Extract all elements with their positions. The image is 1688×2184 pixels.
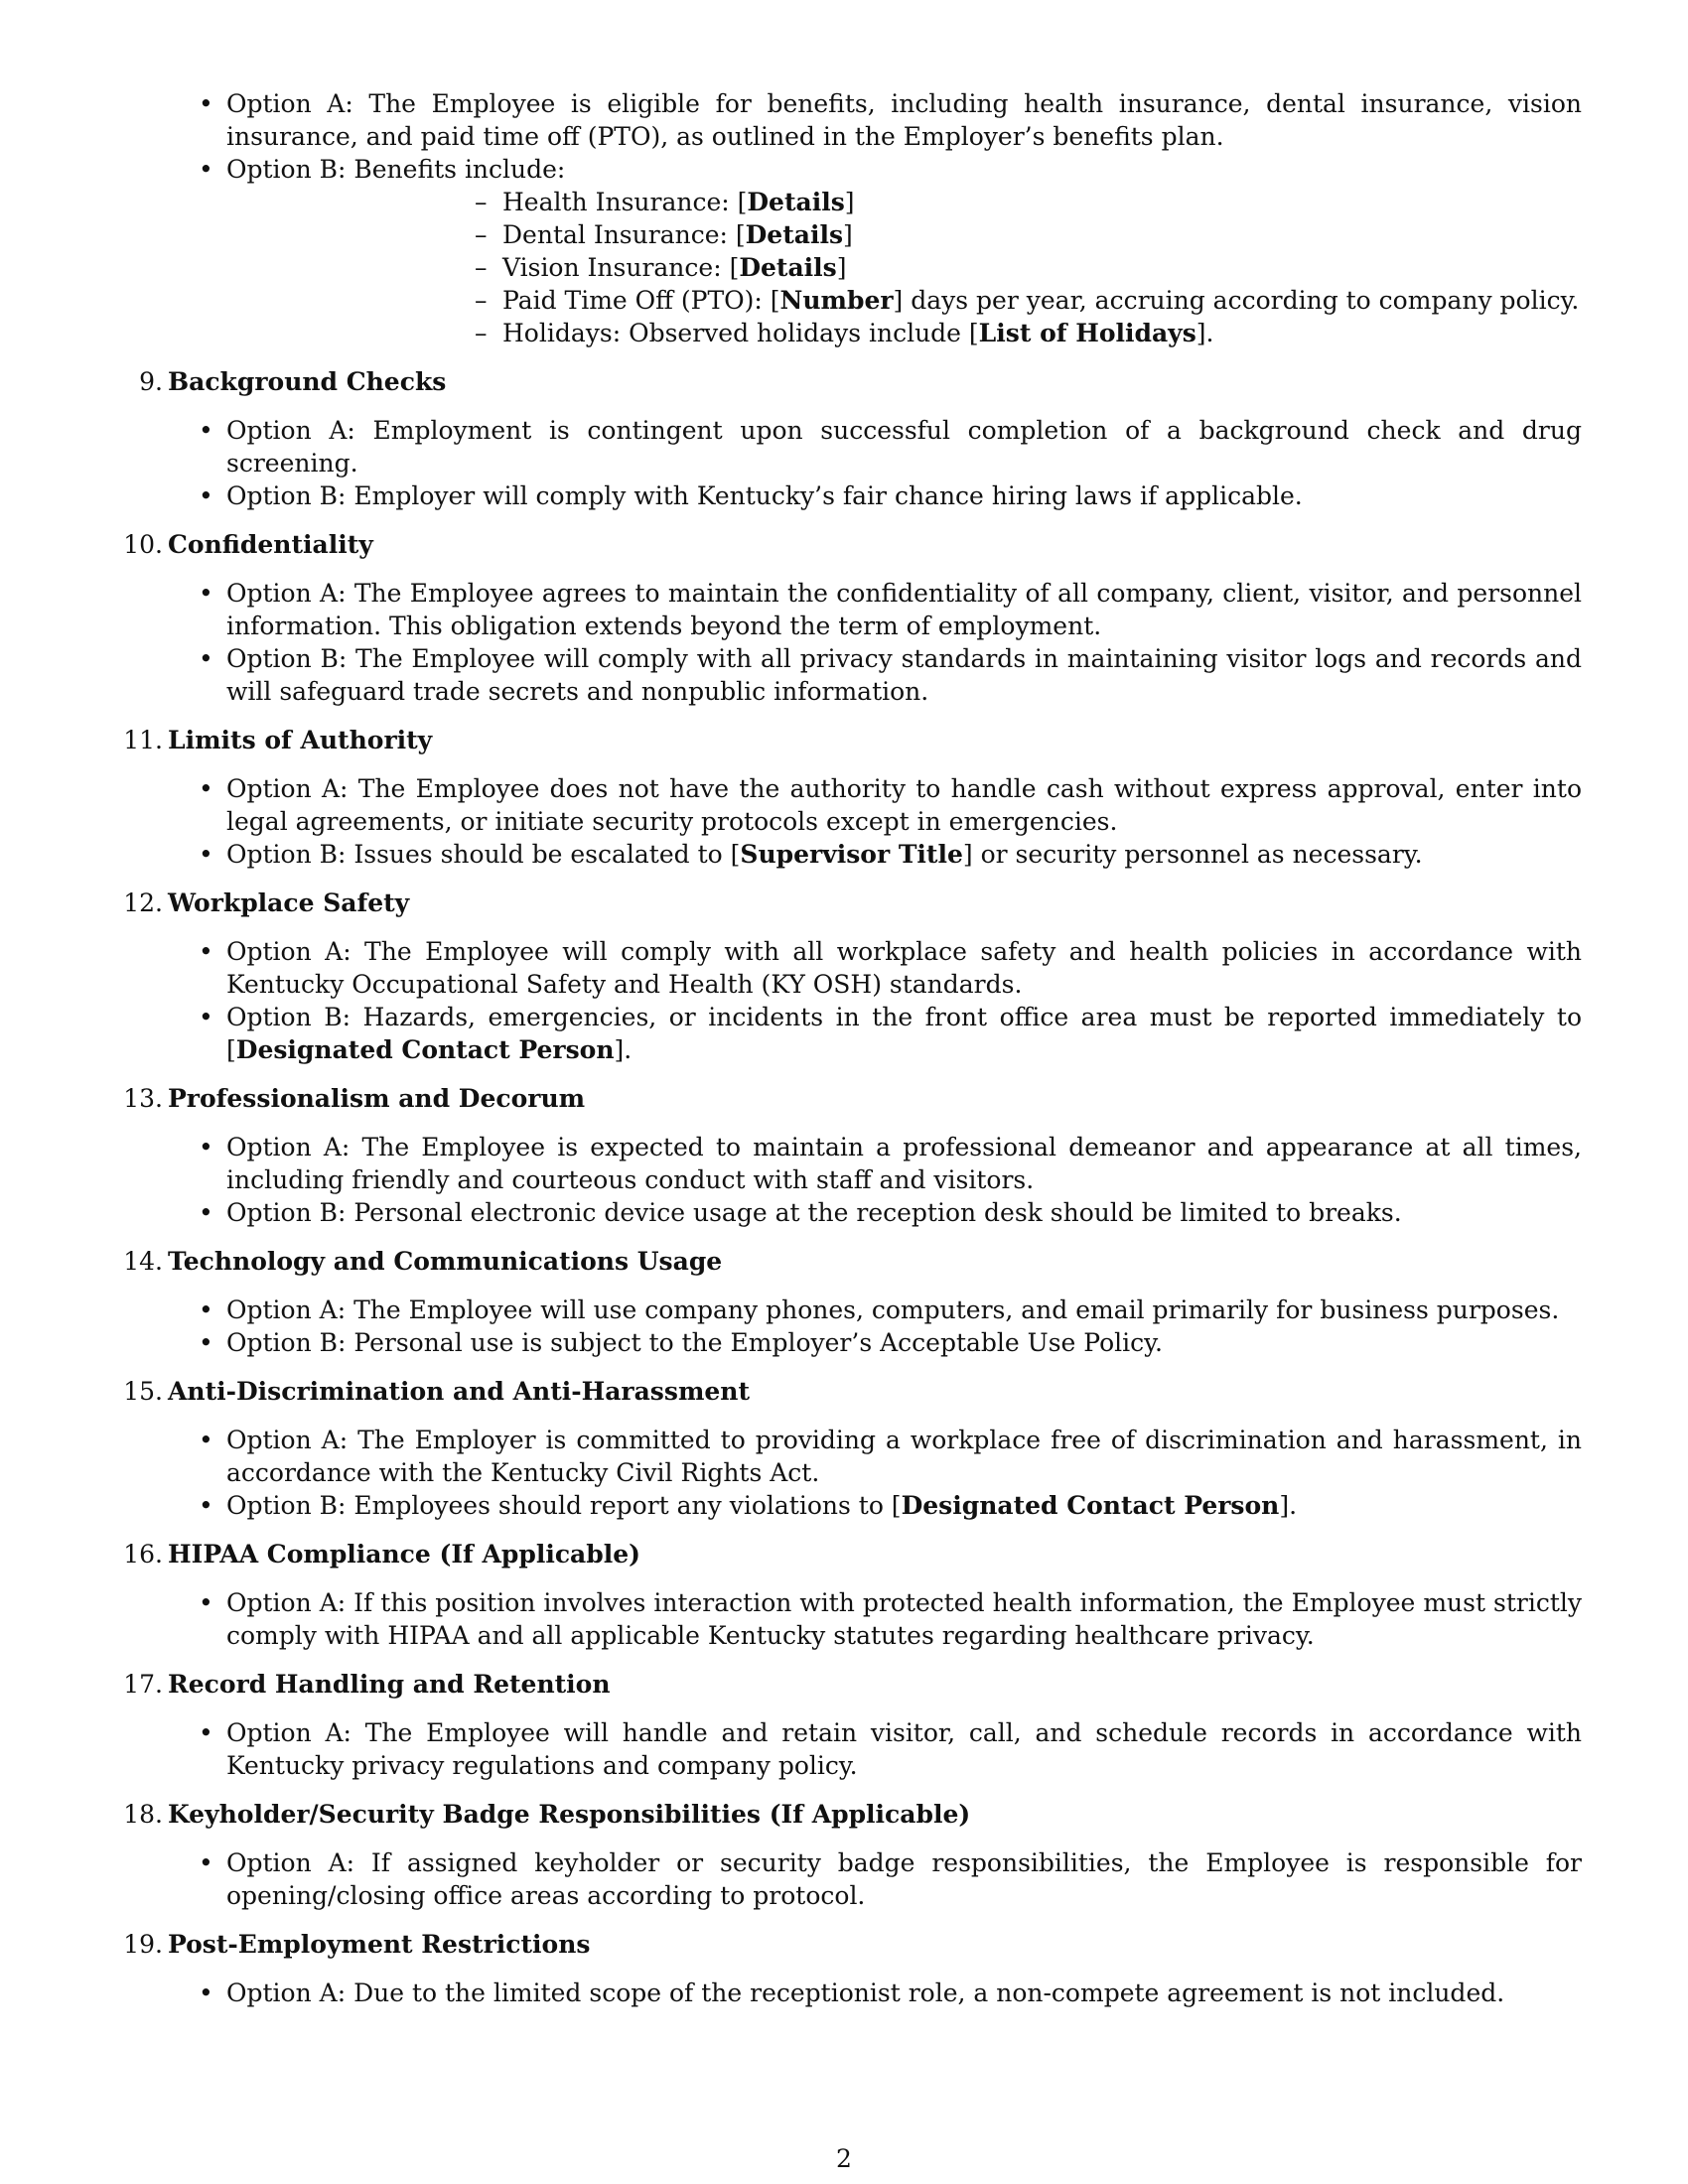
- section-heading: [123, 1798, 1688, 1831]
- section-number: 19 .: [123, 1928, 163, 1961]
- option-a: • Option A: Employment is contingent upon successful completion of a background check and drug screening.: [226, 414, 1582, 479]
- option-b: [226, 153, 1582, 349]
- placeholder-field: Supervisor Title: [740, 840, 963, 869]
- benefit-item: – Dental Insurance: [Details]: [502, 218, 1688, 251]
- option-a: • Option A: If assigned keyholder or security badge responsibilities, the Employee is responsible for opening/closing office areas according to protocol.: [226, 1846, 1582, 1912]
- section-number: 18 .: [123, 1798, 163, 1831]
- benefits-options: [0, 87, 1688, 349]
- section-confidentiality: [0, 528, 1688, 708]
- option-a: • Option A: The Employee will handle and retain visitor, call, and schedule records in accordance with Kentucky privacy regulations and company policy.: [226, 1716, 1582, 1782]
- option-a: • Option A: The Employee will use company phones, computers, and email primarily for business purposes.: [226, 1294, 1582, 1326]
- section-technology-usage: [0, 1245, 1688, 1359]
- option-a: • Option A: Due to the limited scope of the receptionist role, a non-compete agreement is not included.: [226, 1977, 1582, 2009]
- option-a: • Option A: The Employer is committed to providing a workplace free of discrimination and harassment, in accordance with the Kentucky Civil Rights Act.: [226, 1424, 1582, 1489]
- option-b: • Option B: Issues should be escalated to [Supervisor Title] or security personnel as necessary.: [226, 838, 1582, 871]
- section-number: 11 .: [123, 724, 163, 756]
- section-heading: [123, 1245, 1688, 1278]
- section-workplace-safety: [0, 887, 1688, 1066]
- section-heading: [123, 1082, 1688, 1115]
- option-b: • Option B: Employer will comply with Kentucky’s fair chance hiring laws if applicable.: [226, 479, 1582, 512]
- section-limits-of-authority: [0, 724, 1688, 871]
- section-title: HIPAA Compliance (If Applicable): [168, 1540, 640, 1569]
- option-a: • Option A: The Employee will comply with all workplace safety and health policies in accordance with Kentucky Occupational Safety and Health (KY OSH) standards.: [226, 935, 1582, 1001]
- section-number: 16 .: [123, 1538, 163, 1570]
- section-professionalism: [0, 1082, 1688, 1229]
- section-number: 12 .: [123, 887, 163, 919]
- section-heading: [123, 1668, 1688, 1701]
- page-number: 2: [836, 2144, 852, 2173]
- benefits-sublist: [226, 186, 1582, 349]
- section-number: 14 .: [123, 1245, 163, 1278]
- section-number: 17 .: [123, 1668, 163, 1701]
- section-title: Workplace Safety: [168, 888, 410, 917]
- placeholder-field: Designated Contact Person: [901, 1491, 1280, 1520]
- section-number: 13 .: [123, 1082, 163, 1115]
- section-heading: [123, 1928, 1688, 1961]
- benefit-item: – Health Insurance: [Details]: [502, 186, 1688, 218]
- option-a: • Option A: The Employee is expected to maintain a professional demeanor and appearance at all times, including friendly and courteous conduct with staff and visitors.: [226, 1131, 1582, 1196]
- section-title: Post-Employment Restrictions: [168, 1930, 591, 1959]
- section-title: Professionalism and Decorum: [168, 1084, 586, 1113]
- section-number: 15 .: [123, 1375, 163, 1408]
- section-post-employment: [0, 1928, 1688, 2009]
- section-title: Limits of Authority: [168, 726, 433, 754]
- section-background-checks: [0, 365, 1688, 512]
- section-heading: [123, 1375, 1688, 1408]
- section-number: 10 .: [123, 528, 163, 561]
- section-keyholder: [0, 1798, 1688, 1912]
- section-heading: [123, 1538, 1688, 1570]
- section-number: 9 .: [139, 365, 163, 398]
- placeholder-field: Designated Contact Person: [235, 1035, 615, 1064]
- benefit-item: – Holidays: Observed holidays include [List of Holidays].: [502, 317, 1688, 349]
- section-anti-discrimination: [0, 1375, 1688, 1522]
- section-title: Record Handling and Retention: [168, 1670, 611, 1699]
- option-a: • Option A: The Employee is eligible for benefits, including health insurance, dental insurance, vision insurance, and paid time off (PTO), as outlined in the Employer’s benefits plan.: [226, 87, 1582, 153]
- option-b: • Option B: Personal use is subject to the Employer’s Acceptable Use Policy.: [226, 1326, 1582, 1359]
- section-title: Keyholder/Security Badge Responsibilities (If Applicable): [168, 1800, 971, 1829]
- option-b-text: Option B: Benefits include:: [226, 155, 566, 184]
- option-b: • Option B: Personal electronic device usage at the reception desk should be limited to breaks.: [226, 1196, 1582, 1229]
- section-title: Background Checks: [168, 367, 447, 396]
- section-title: Anti-Discrimination and Anti-Harassment: [168, 1377, 751, 1406]
- benefit-item: – Paid Time Off (PTO): [Number] days per year, accruing according to company policy.: [502, 284, 1688, 317]
- section-heading: [123, 528, 1688, 561]
- section-heading: [123, 887, 1688, 919]
- section-record-handling: [0, 1668, 1688, 1782]
- section-title: Technology and Communications Usage: [168, 1247, 723, 1276]
- option-a: • Option A: If this position involves interaction with protected health information, the Employee must strictly comply with HIPAA and all applicable Kentucky statutes regarding healthcare privacy.: [226, 1586, 1582, 1652]
- document-page: [0, 87, 1688, 2009]
- section-heading: [139, 365, 1688, 398]
- section-hipaa: [0, 1538, 1688, 1652]
- section-title: Confidentiality: [168, 530, 373, 559]
- benefit-item: – Vision Insurance: [Details]: [502, 251, 1688, 284]
- section-heading: [123, 724, 1688, 756]
- option-b: • Option B: The Employee will comply with all privacy standards in maintaining visitor logs and records and will safeguard trade secrets and nonpublic information.: [226, 642, 1582, 708]
- option-a: • Option A: The Employee agrees to maintain the confidentiality of all company, client, visitor, and personnel information. This obligation extends beyond the term of employment.: [226, 577, 1582, 642]
- option-b: • Option B: Hazards, emergencies, or incidents in the front office area must be reported immediately to [Designated Contact Person].: [226, 1001, 1582, 1066]
- option-a: • Option A: The Employee does not have the authority to handle cash without express approval, enter into legal agreements, or initiate security protocols except in emergencies.: [226, 772, 1582, 838]
- option-b: • Option B: Employees should report any violations to [Designated Contact Person].: [226, 1489, 1582, 1522]
